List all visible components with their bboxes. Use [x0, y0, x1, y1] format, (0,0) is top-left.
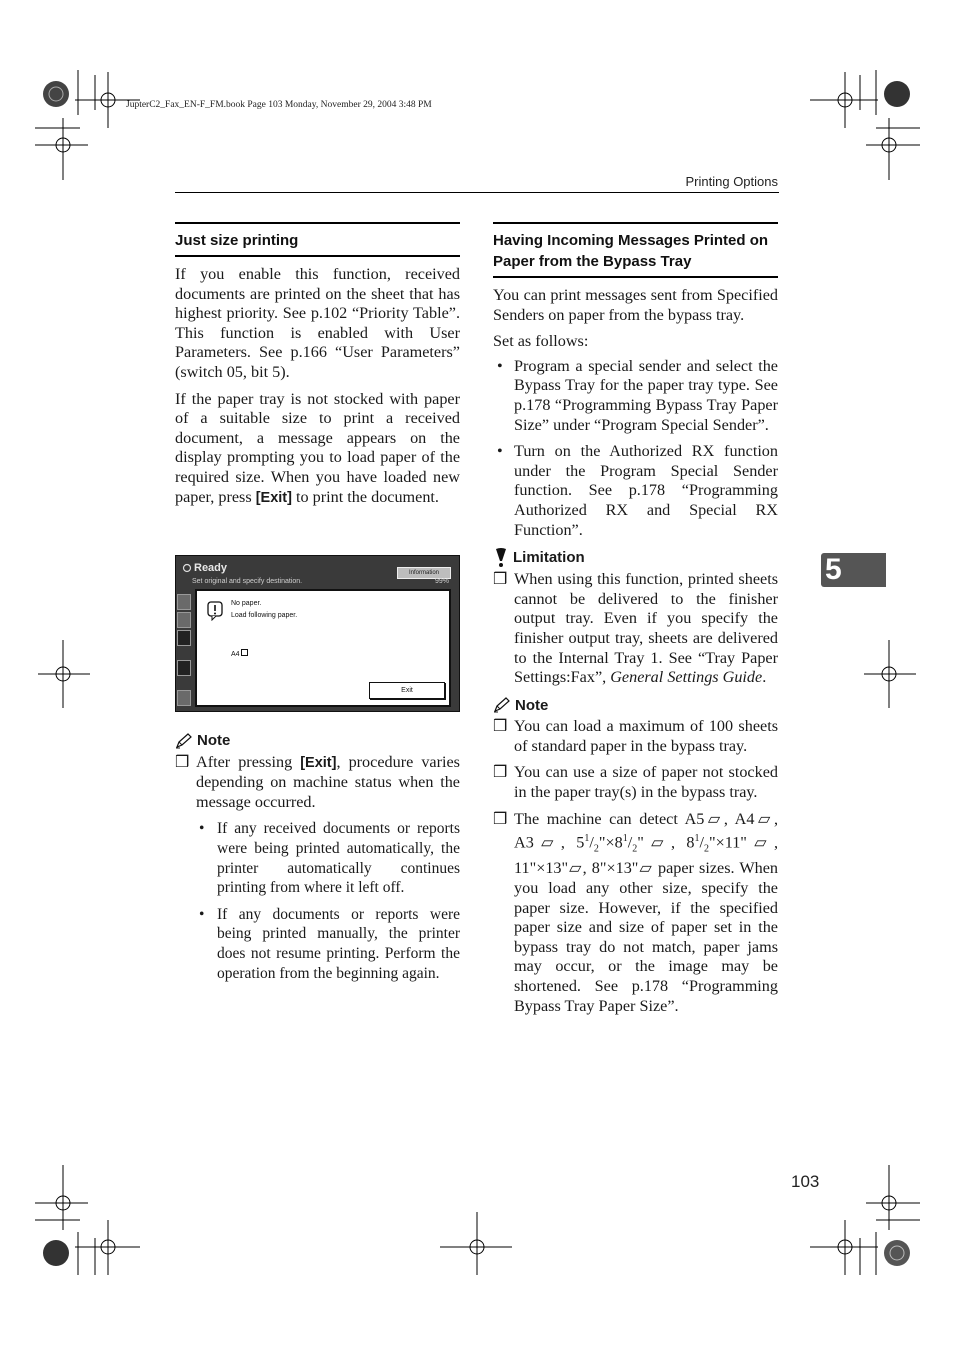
side-button: [177, 594, 191, 610]
message-line-1: No paper.: [231, 600, 262, 607]
side-button: [177, 612, 191, 628]
limitation-item: ❒ When using this function, printed sheets cannot be delivered to the finisher output tray. Even if you specify the finisher output tray, sheets are delivered to the Internal Tray 1. See “Tray Paper Settings:Fax”, General Settings Guide.: [493, 570, 778, 687]
checkbox-icon: ❒: [175, 752, 190, 771]
ready-icon: [182, 563, 192, 573]
limitation-heading: Limitation: [493, 548, 778, 568]
screen-subtitle: Set original and specify destination.: [192, 578, 303, 585]
side-button: [177, 630, 191, 646]
bullet-icon: •: [497, 356, 503, 375]
exclamation-icon: [493, 548, 509, 568]
checkbox-icon: ❒: [493, 809, 508, 828]
side-button: [177, 690, 191, 706]
landscape-icon: ▱: [704, 809, 724, 828]
bullet-icon: •: [199, 905, 205, 923]
pencil-icon: [493, 697, 511, 713]
note-item: ❒ After pressing [Exit], procedure varies depending on machine status when the message occurred.: [175, 752, 460, 811]
bullet-icon: •: [497, 442, 503, 461]
message-line-2: Load following paper.: [231, 612, 298, 619]
checkbox-icon: ❒: [493, 763, 508, 782]
note-item: ❒ You can use a size of paper not stocked in the paper tray(s) in the bypass tray.: [493, 763, 778, 802]
sub-bullet: • If any received documents or reports were being printed automatically, the printer automatically continues printing from where it left off.: [199, 820, 460, 897]
note-heading: Note: [493, 696, 778, 716]
paper-size: A4: [231, 649, 248, 658]
side-button: [177, 660, 191, 676]
landscape-icon: [241, 649, 248, 656]
running-header: Printing Options: [685, 174, 778, 189]
page-number: 103: [791, 1172, 820, 1191]
exit-button: Exit: [369, 682, 445, 699]
paragraph: If you enable this function, received documents are printed on the sheet that has highest priority. See p.102 “Priority Table”. This function is enabled with User Parameters. See p.166 “User Parameters” (switch 05, bit 5).: [175, 265, 460, 381]
list-item: • Program a special sender and select the Bypass Tray for the paper tray type. See p.178 “Programming Bypass Tray Paper Size” under “Program Special Sender”.: [497, 356, 778, 434]
warning-icon: [207, 601, 225, 621]
landscape-icon: ▱: [754, 809, 774, 828]
information-button: Information: [397, 567, 451, 579]
chapter-tab: 5: [821, 553, 886, 587]
note-item: ❒ You can load a maximum of 100 sheets of standard paper in the bypass tray.: [493, 717, 778, 755]
landscape-icon: ▱: [643, 833, 671, 852]
note-heading: Note: [175, 731, 460, 751]
paragraph: You can print messages sent from Specified Senders on paper from the bypass tray.: [493, 286, 778, 324]
right-column: [493, 222, 778, 1023]
key-label: [Exit]: [300, 754, 337, 771]
note-item: ❒ The machine can detect A5▱, A4▱, A3▱, $5^1/_2"\times 8^1/_2"▱$, $8^1/_2"\times 11"▱$, 11"×13"▱, 8"×13"▱ paper sizes. When you load any other size, specify the paper size. However, if the specified paper size and size of paper set in the bypass tray do not match, paper jams may occur, or the image may be shortened. See p.178 “Programming Bypass Tray Paper Size”.: [493, 809, 779, 1015]
screen-count: 99%: [434, 578, 449, 585]
section-heading: Having Incoming Messages Printed on Paper from the Bypass Tray: [493, 232, 769, 270]
checkbox-icon: ❒: [493, 717, 508, 736]
bullet-icon: •: [199, 820, 205, 838]
landscape-icon: ▱: [638, 859, 653, 878]
landscape-icon: ▱: [533, 833, 561, 852]
screen-status: Ready: [194, 562, 228, 574]
left-column-notes: [175, 731, 460, 990]
section-heading: Just size printing: [175, 232, 299, 249]
list-item: • Turn on the Authorized RX function under the Program Special Sender function. See p.178 “Programming Authorized RX and Special RX Function”.: [497, 442, 778, 539]
heading-rule-bottom: [175, 255, 460, 257]
left-column: [175, 222, 460, 515]
landscape-icon: ▱: [746, 833, 774, 852]
heading-rule-bottom: [493, 276, 778, 278]
landscape-icon: ▱: [568, 859, 583, 878]
message-dialog: [195, 589, 451, 707]
sub-bullet: • If any documents or reports were being printed manually, the printer does not resume printing. Perform the operation from the beginning again.: [199, 905, 460, 982]
pencil-icon: [175, 733, 193, 749]
print-slug: JupterC2_Fax_EN-F_FM.book Page 103 Monday, November 29, 2004 3:48 PM: [126, 100, 432, 110]
checkbox-icon: ❒: [493, 570, 508, 589]
header-rule: [175, 192, 779, 193]
display-screenshot: [175, 555, 460, 712]
paragraph: Set as follows:: [493, 332, 589, 351]
key-label: [Exit]: [255, 489, 292, 506]
paragraph: If the paper tray is not stocked with paper of a suitable size to print a received document, a message appears on the display prompting you to load paper of the required size. When you have loaded new paper, press [Exit] to print the document.: [175, 389, 460, 506]
